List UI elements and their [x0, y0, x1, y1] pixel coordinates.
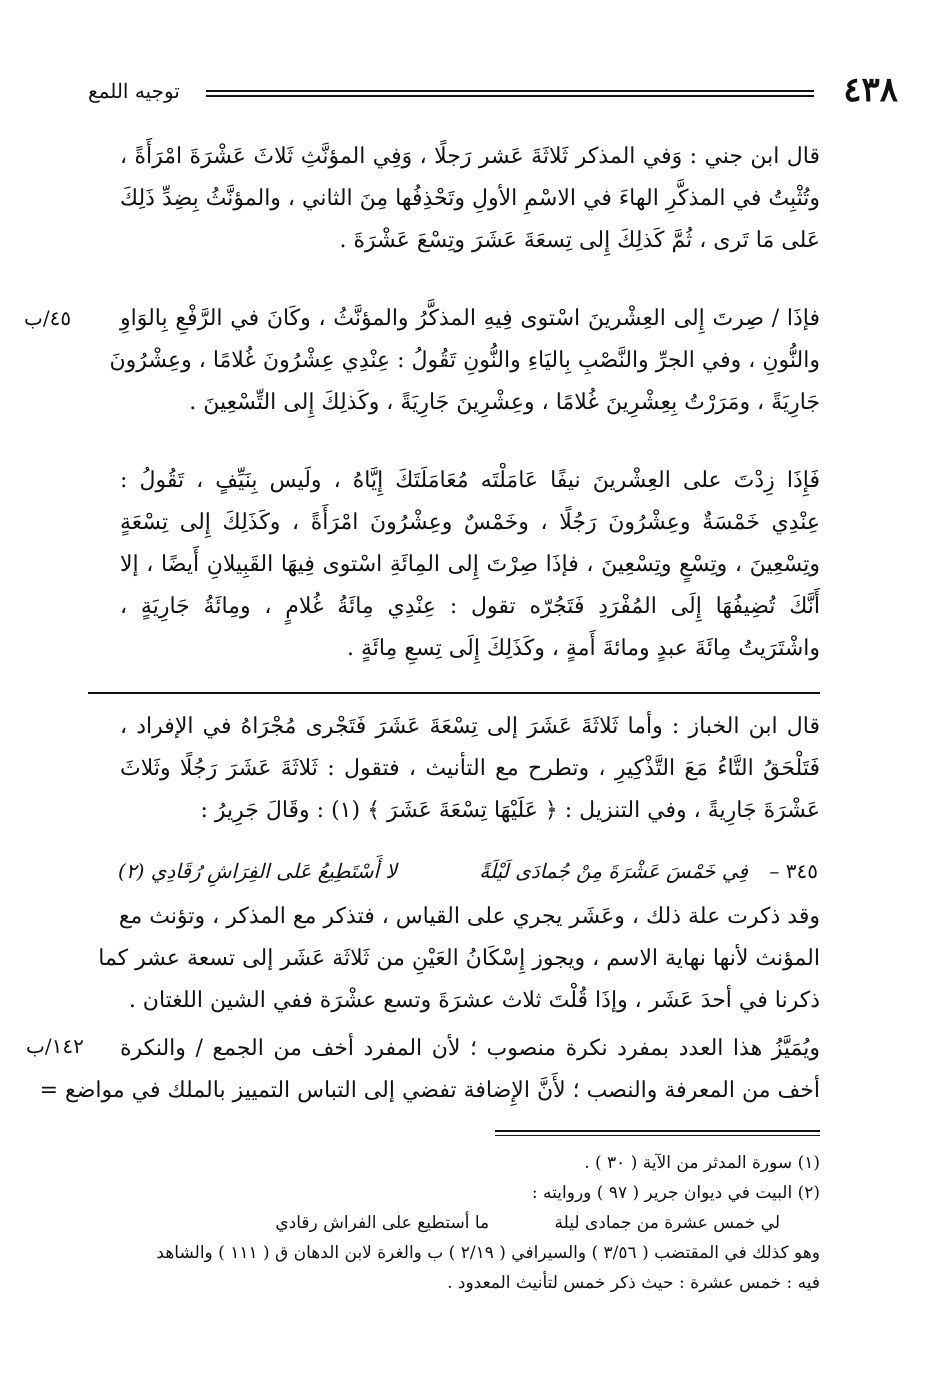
- text-line: وتِسْعِينَ ، وتِسْعٍ وتِسْعِينَ ، فإذَا صِرْتَ إِلى المِائَةِ اسْتوى فِيهَا القَبِيلانِ أَيضًا ، إلا: [120, 552, 820, 577]
- text-line: فَتَلْحَقُ التَّاءُ مَعَ التَّذْكِيرِ ، وتطرح مع التأنيث ، فتقول : ثَلاثَةَ عَشَرَ رَجُلًا وثَلاثَ: [120, 756, 820, 781]
- running-title: توجيه اللمع: [88, 79, 180, 103]
- paragraph-hundreds: [120, 460, 820, 670]
- footnote-verse: [120, 1208, 820, 1238]
- text-line: عِنْدِي خَمْسَةٌ وعِشْرُونَ رَجُلًا ، وخَمْسٌ وعِشْرُونَ امْرَأَةً ، وكَذَلِكَ إِلى تِسْعَةٍ: [120, 510, 820, 535]
- text-line: عَلى مَا تَرى ، ثُمَّ كَذلِكَ إِلى تِسعَةَ عَشَرَ وتِسْعَ عَشْرَةَ .: [339, 228, 820, 253]
- footnote-rule: [495, 1130, 820, 1136]
- poem-verse: [118, 850, 818, 892]
- paragraph-ibn-jinni: [120, 136, 820, 262]
- margin-folio-ref: ١٤٢/ب: [26, 1034, 84, 1058]
- text-line: ذكرنا في أحدَ عَشَر ، وإذَا قُلْتَ ثلاث عشرَةَ وتسع عشْرَة ففي الشين اللغتان .: [128, 988, 820, 1013]
- verse-hemistich-second: لا أَسْتَطِيعُ عَلى الفِرَاشِ رُقَادِي (٢): [118, 859, 397, 883]
- text-line: جَارِيَةً ، ومَرَرْتُ بِعِشْرِينَ غُلامًا ، وعِشْرِينَ جَارِيَةً ، وكَذلِكَ إِلى التِّسْعِينَ .: [189, 390, 820, 415]
- text-line: فإذَا / صِرتَ إِلى العِشْرينَ اسْتوى فِيهِ المذكَّرُ والمؤنَّثُ ، وكَانَ في الرَّفْعِ بِالوَاوِ: [120, 306, 820, 331]
- text-line: واشْتَرَيتُ مِائَةَ عبدٍ ومائةَ أَمةٍ ، وكَذَلِكَ إِلَى تِسعِ مِائَةٍ .: [346, 636, 820, 661]
- footnote-2-continuation: وهو كذلك في المقتضب ( ٣/٥٦ ) والسيرافي ( ٢/١٩ ) ب والغرة لابن الدهان ق ( ١١١ ) والشاهد: [156, 1243, 820, 1263]
- text-line: وقد ذكرت علة ذلك ، وعَشَر يجري على القياس ، فتذكر مع المذكر ، وتؤنث مع: [118, 904, 820, 929]
- paragraph-commentary: [98, 896, 820, 1022]
- text-line: وتُثْبِتُ في المذكَّرِ الهاءَ في الاسْمِ الأولِ وتَحْذِفُها مِنَ الثاني ، والمؤنَّثُ بِضِدِّ ذَلِكَ: [119, 186, 820, 211]
- margin-folio-ref: ٤٥/ب: [24, 306, 72, 330]
- text-line: أَنَّكَ تُضِيفُهَا إِلَى المُفْرَدِ فَتَجُرّه تقول : عِنْدِي مِائَةُ غُلامٍ ، ومِائَةُ جَارِيَةٍ ،: [120, 594, 820, 619]
- footnote-2-continuation: فيه : خمس عشرة : حيث ذكر خمس لتأنيث المعدود .: [447, 1273, 820, 1293]
- verse-hemistich-first: فِي خَمْسَ عَشْرَةَ مِنْ جُمادَى لَيْلَةً: [479, 859, 748, 883]
- text-line: قال ابن جني : وَفي المذكر ثَلاثَةَ عَشر رَجلًا ، وَفِي المؤنَّثِ ثَلاثَ عَشْرَةَ امْرَأَةً ،: [120, 144, 820, 169]
- footnote-1: (١) سورة المدثر من الآية ( ٣٠ ) .: [584, 1153, 820, 1173]
- section-separator: [88, 692, 820, 694]
- paragraph-twenties: [109, 298, 820, 424]
- text-line: المؤنث لأنها نهاية الاسم ، ويجوز إِسْكَانُ العَيْنِ من ثَلاثَة عَشَر إلى تسعة عشر كما: [98, 946, 820, 971]
- page-number: ٤٣٨: [843, 70, 898, 110]
- text-line: ويُمَيَّزُ هذا العدد بمفرد نكرة منصوب ؛ لأن المفرد أخف من الجمع / والنكرة: [120, 1036, 820, 1061]
- text-line: قال ابن الخباز : وأما ثَلاثَةَ عَشَرَ إلى تِسْعَةَ عَشَرَ فَتَجْرى مُجْرَاهُ في الإفراد ،: [120, 714, 820, 739]
- paragraph-ibn-alkhabbaz: [120, 706, 820, 832]
- verse-number: ٣٤٥ –: [769, 859, 818, 883]
- text-line: فَإِذَا زِدْتَ على العِشْرينَ نيفًا عَامَلْتَه مُعَامَلَتَكَ إِيَّاهُ ، ولَيس بِنَيِّفٍ ، تَقُولُ :: [120, 468, 820, 493]
- page-header: [88, 70, 898, 110]
- text-line: عَشْرَةَ جَارِيةً ، وفي التنزيل : ﴿ عَلَيْهَا تِسْعَةَ عَشَرَ ﴾ (١) : وقَالَ جَرِيرُ :: [200, 798, 820, 823]
- footnote-2: (٢) البيت في ديوان جرير ( ٩٧ ) وروايته :: [531, 1183, 820, 1203]
- text-line: أخف من المعرفة والنصب ؛ لأَنَّ الإِضافة تفضي إلى التباس التمييز بالملك في مواضع =: [39, 1078, 820, 1103]
- header-rule: [206, 90, 814, 97]
- footnote-verse-second: ما أستطيع على الفراش رقادي: [275, 1213, 490, 1233]
- text-line: والنُّونِ ، وفي الجرِّ والنَّصْبِ بِاليَاءِ والنُّونِ تَقُولُ : عِنْدِي عِشْرُونَ غُلامًا ، وعِشْرُونَ: [109, 348, 820, 373]
- footnote-verse-first: لي خمس عشرة من جمادى ليلة: [554, 1213, 780, 1233]
- footnotes: [120, 1148, 820, 1298]
